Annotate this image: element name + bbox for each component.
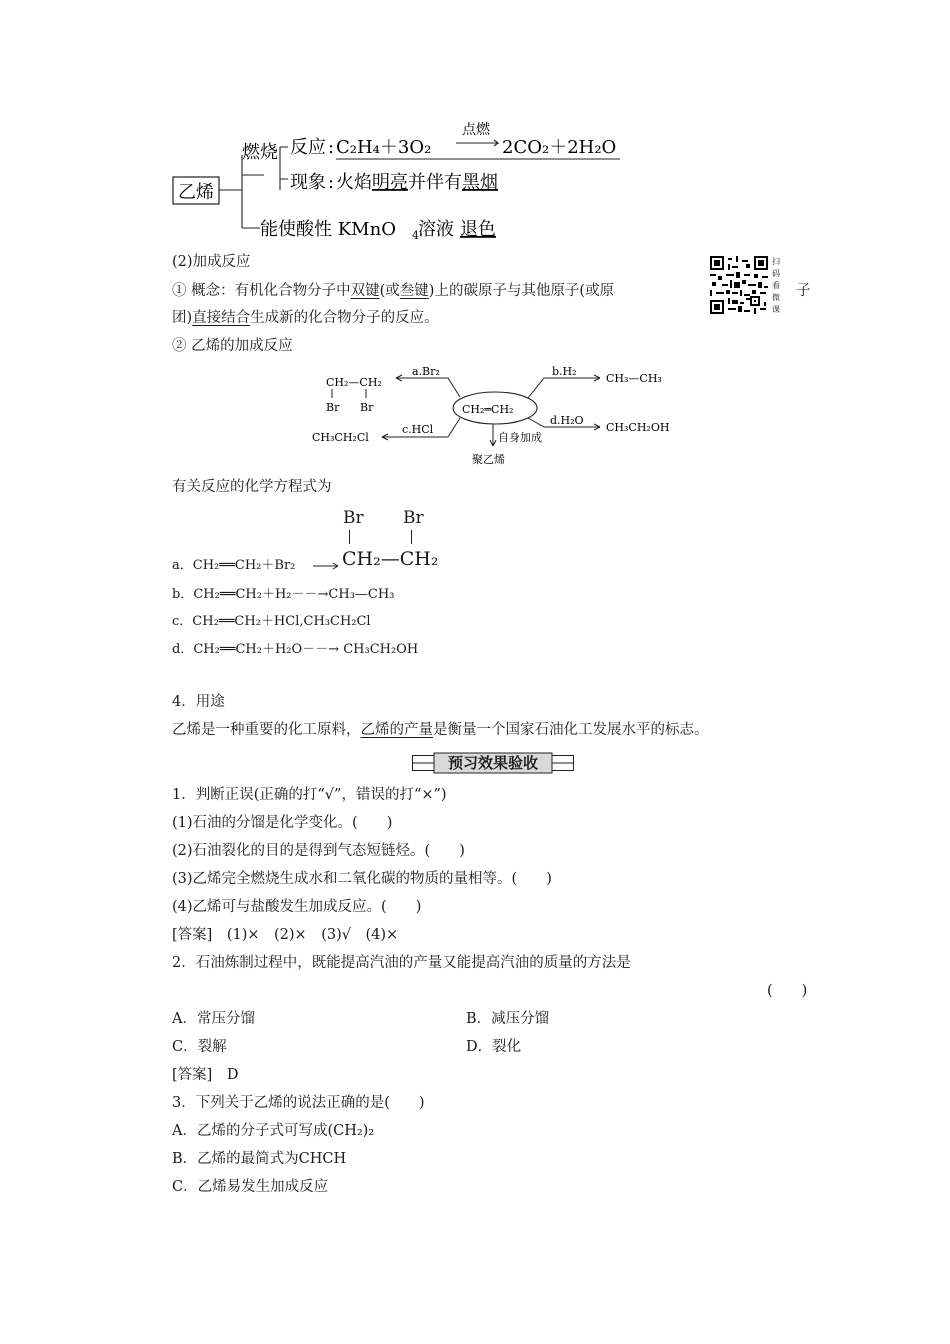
svg-text:Br: Br [360,401,374,414]
svg-text:明亮: 明亮 [372,172,408,193]
svg-text::: : [328,137,335,158]
qr-code[interactable] [710,256,768,314]
svg-text:火焰: 火焰 [336,172,372,193]
eq-a-product: CH₂—CH₂ [342,548,439,570]
svg-text:4: 4 [412,229,419,242]
combustion-diagram [160,118,640,248]
eq-a-arrow [312,560,340,572]
sub-title: ② 乙烯的加成反应 [172,338,293,354]
eq-b: b．CH₂══CH₂＋H₂－－→CH₃—CH₃ [172,587,395,602]
phenomenon-label: 现象 [290,172,326,193]
b-label: b.H₂ [552,365,577,378]
q1-item: (4)乙烯可与盐酸发生加成反应。( ) [172,899,422,915]
q2-answer: [答案] D [172,1067,239,1083]
concept-line-1: ① 概念：有机化合物分子中双键(或叁键)上的碳原子与其他原子(或原 [172,283,615,299]
eq-a-br1: Br [343,508,364,528]
uses-title: 4．用途 [172,694,225,710]
combustion-label: 燃烧 [242,142,278,163]
q3-option-a: A．乙烯的分子式可写成(CH₂)₂ [172,1123,375,1139]
reaction-condition: 点燃 [462,122,490,138]
q1-item: (3)乙烯完全燃烧生成水和二氧化碳的物质的量相等。( ) [172,871,552,887]
banner-title: 预习效果验收 [447,754,538,772]
q2-option-a: A．常压分馏 [172,1011,255,1027]
qr-caption: 扫码看微课 [772,257,780,314]
q1-item: (1)石油的分馏是化学变化。( ) [172,815,393,831]
polyethylene: 聚乙烯 [472,453,505,466]
q3-stem: 3．下列关于乙烯的说法正确的是( ) [172,1095,425,1111]
svg-text:并伴有: 并伴有 [408,172,462,193]
d-product: CH₃CH₂OH [606,421,670,434]
q2-option-c: C．裂解 [172,1039,227,1055]
equation-intro: 有关反应的化学方程式为 [172,479,332,495]
eq-a-left: a．CH₂══CH₂＋Br₂ [172,558,296,573]
q1-item: (2)石油裂化的目的是得到气态短链烃。( ) [172,843,465,859]
section-addition: (2)加成反应 [172,254,251,270]
svg-text:Br: Br [326,401,340,414]
kmno4-text: 能使酸性 KMnO [260,219,396,240]
eq-c: c．CH₂══CH₂＋HCl,CH₃CH₂Cl [172,614,371,629]
eq-d: d．CH₂══CH₂＋H₂O－－→ CH₃CH₂OH [172,642,419,657]
b-product: CH₃—CH₃ [606,372,662,385]
eq-a-br2: Br [403,508,424,528]
concept-line-2: 团)直接结合生成新的化合物分子的反应。 [172,310,439,326]
svg-text:黑烟: 黑烟 [462,172,498,193]
reaction-label: 反应 [290,137,326,158]
q1-answer: [答案] (1)× (2)× (3)√ (4)× [172,927,399,943]
c-product: CH₃CH₂Cl [312,431,369,444]
reaction-left: C₂H₄＋3O₂ [336,137,432,158]
svg-text:溶液: 溶液 [418,219,454,240]
center-ethylene: CH₂═CH₂ [462,403,514,416]
a-product: CH₂—CH₂ [326,376,382,389]
svg-text:退色: 退色 [460,219,496,240]
q2-bracket: ( ) [767,983,808,999]
uses-text: 乙烯是一种重要的化工原料，乙烯的产量是衡量一个国家石油化工发展水平的标志。 [172,722,709,738]
self-add-label: 自身加成 [498,431,542,444]
concept-tail: 子 [796,283,811,299]
q1-stem: 1．判断正误(正确的打“√”，错误的打“×”) [172,787,447,803]
reaction-right: 2CO₂＋2H₂O [502,137,617,158]
ethylene-box-label: 乙烯 [178,182,214,203]
addition-reaction-diagram [300,360,700,472]
q2-option-b: B．减压分馏 [466,1011,550,1027]
q2-option-d: D．裂化 [466,1039,522,1055]
d-label: d.H₂O [550,414,584,427]
q3-option-c: C．乙烯易发生加成反应 [172,1179,329,1195]
q2-stem: 2．石油炼制过程中，既能提高汽油的产量又能提高汽油的质量的方法是 [172,955,631,971]
c-label: c.HCl [402,423,434,436]
a-label: a.Br₂ [412,365,440,378]
svg-text::: : [328,172,335,193]
q3-option-b: B．乙烯的最简式为CHCH [172,1151,347,1167]
